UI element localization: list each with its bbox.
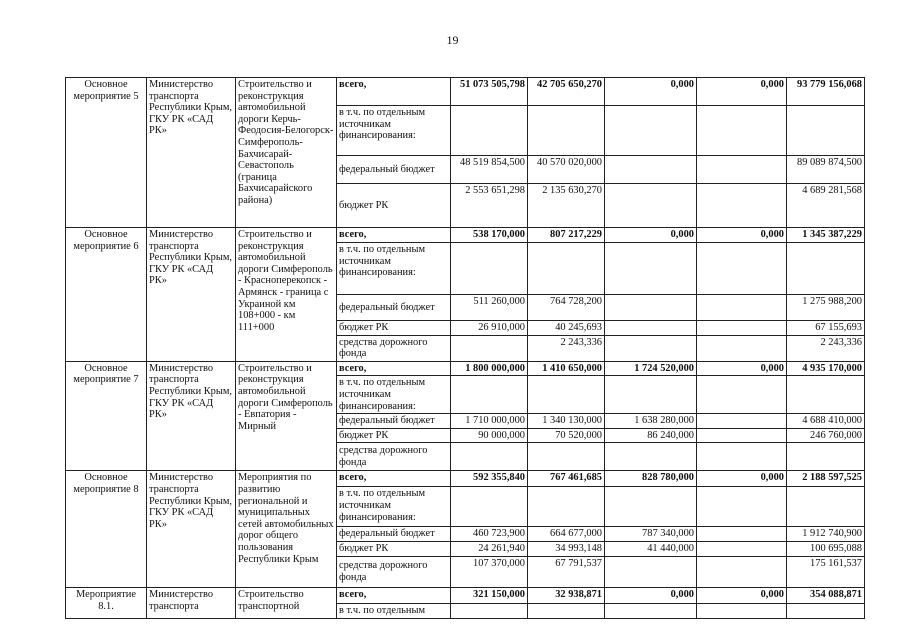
funding-source: бюджет РК — [337, 428, 451, 443]
year-value: 1 638 280,000 — [605, 414, 697, 429]
year-value — [605, 184, 697, 228]
year-value — [605, 243, 697, 295]
year-value — [451, 335, 528, 361]
year-value: 26 910,000 — [451, 321, 528, 336]
year-value — [697, 295, 787, 321]
funding-source: всего, — [337, 228, 451, 243]
year-value — [528, 243, 605, 295]
total-value: 4 689 281,568 — [787, 184, 865, 228]
year-value: 767 461,685 — [528, 471, 605, 487]
funding-table — [65, 77, 865, 619]
funding-source: средства дорожного фонда — [337, 443, 451, 471]
year-value: 1 710 000,000 — [451, 414, 528, 429]
executor: Министерство транспорта Республики Крым, ГКУ РК «САД РК» — [147, 471, 236, 588]
year-value — [605, 443, 697, 471]
measure-name-8-1: Мероприятие 8.1. — [66, 587, 147, 618]
year-value: 764 728,200 — [528, 295, 605, 321]
measure-description: Строительство и реконструкция автомобильной дороги Симферополь - Евпатория - Мирный — [236, 361, 337, 471]
year-value — [605, 603, 697, 618]
year-value — [528, 603, 605, 618]
year-value — [697, 106, 787, 156]
year-value: 0,000 — [697, 471, 787, 487]
total-value — [787, 443, 865, 471]
year-value — [451, 603, 528, 618]
year-value — [605, 295, 697, 321]
year-value: 24 261,940 — [451, 541, 528, 556]
year-value — [528, 487, 605, 527]
year-value: 828 780,000 — [605, 471, 697, 487]
funding-source: в т.ч. по отдельным источникам финансирования: — [337, 106, 451, 156]
funding-source: всего, — [337, 361, 451, 376]
total-value: 1 275 988,200 — [787, 295, 865, 321]
page-number: 19 — [446, 33, 459, 47]
funding-source: всего, — [337, 78, 451, 106]
funding-source: федеральный бюджет — [337, 295, 451, 321]
year-value: 321 150,000 — [451, 587, 528, 603]
measure-description: Строительство транспортной — [236, 587, 337, 618]
measure-name-7: Основное мероприятие 7 — [66, 361, 147, 471]
year-value: 2 243,336 — [528, 335, 605, 361]
year-value — [697, 428, 787, 443]
funding-source: бюджет РК — [337, 184, 451, 228]
year-value: 86 240,000 — [605, 428, 697, 443]
executor: Министерство транспорта Республики Крым, ГКУ РК «САД РК» — [147, 361, 236, 471]
funding-source: бюджет РК — [337, 321, 451, 336]
funding-source: бюджет РК — [337, 541, 451, 556]
total-value: 100 695,088 — [787, 541, 865, 556]
year-value — [697, 376, 787, 414]
total-value: 2 243,336 — [787, 335, 865, 361]
year-value — [451, 376, 528, 414]
year-value: 107 370,000 — [451, 556, 528, 587]
year-value: 0,000 — [605, 78, 697, 106]
year-value — [697, 321, 787, 336]
total-value: 4 935 170,000 — [787, 361, 865, 376]
measure-description: Мероприятия по развитию региональной и муниципальных сетей автомобильных дорог общего пользования Республики Крым — [236, 471, 337, 588]
total-value: 175 161,537 — [787, 556, 865, 587]
funding-source: федеральный бюджет — [337, 414, 451, 429]
total-value: 246 760,000 — [787, 428, 865, 443]
year-value — [605, 156, 697, 184]
total-value — [787, 487, 865, 527]
year-value — [528, 443, 605, 471]
executor: Министерство транспорта Республики Крым, ГКУ РК «САД РК» — [147, 228, 236, 362]
table-row — [66, 587, 865, 603]
table-row — [66, 78, 865, 106]
year-value: 1 724 520,000 — [605, 361, 697, 376]
year-value: 70 520,000 — [528, 428, 605, 443]
year-value — [697, 414, 787, 429]
year-value — [451, 487, 528, 527]
year-value — [605, 487, 697, 527]
year-value: 787 340,000 — [605, 527, 697, 542]
funding-source: средства дорожного фонда — [337, 335, 451, 361]
year-value: 0,000 — [697, 228, 787, 243]
funding-source: в т.ч. по отдельным — [337, 603, 451, 618]
total-value — [787, 106, 865, 156]
year-value: 67 791,537 — [528, 556, 605, 587]
year-value — [697, 527, 787, 542]
year-value: 41 440,000 — [605, 541, 697, 556]
year-value — [605, 321, 697, 336]
year-value — [697, 603, 787, 618]
year-value — [605, 335, 697, 361]
year-value: 1 340 130,000 — [528, 414, 605, 429]
year-value: 40 245,693 — [528, 321, 605, 336]
year-value — [528, 106, 605, 156]
measure-name-6: Основное мероприятие 6 — [66, 228, 147, 362]
total-value — [787, 243, 865, 295]
year-value: 34 993,148 — [528, 541, 605, 556]
total-value: 1 912 740,900 — [787, 527, 865, 542]
year-value: 0,000 — [605, 228, 697, 243]
total-value: 1 345 387,229 — [787, 228, 865, 243]
year-value — [697, 443, 787, 471]
year-value: 90 000,000 — [451, 428, 528, 443]
year-value — [605, 556, 697, 587]
year-value: 511 260,000 — [451, 295, 528, 321]
year-value — [528, 376, 605, 414]
measure-description: Строительство и реконструкция автомобильной дороги Симферополь - Красноперекопск - Армянск - граница с Украиной км 108+000 - км 111+000 — [236, 228, 337, 362]
funding-source: федеральный бюджет — [337, 527, 451, 542]
measure-name-5: Основное мероприятие 5 — [66, 78, 147, 228]
year-value: 460 723,900 — [451, 527, 528, 542]
year-value: 0,000 — [697, 587, 787, 603]
funding-source: всего, — [337, 471, 451, 487]
year-value — [697, 556, 787, 587]
executor: Министерство транспорта Республики Крым, ГКУ РК «САД РК» — [147, 78, 236, 228]
table-row — [66, 471, 865, 487]
year-value — [451, 243, 528, 295]
total-value: 4 688 410,000 — [787, 414, 865, 429]
total-value: 2 188 597,525 — [787, 471, 865, 487]
funding-source: в т.ч. по отдельным источникам финансирования: — [337, 376, 451, 414]
year-value — [451, 106, 528, 156]
year-value: 32 938,871 — [528, 587, 605, 603]
year-value: 538 170,000 — [451, 228, 528, 243]
year-value: 0,000 — [605, 587, 697, 603]
total-value — [787, 376, 865, 414]
total-value — [787, 603, 865, 618]
year-value — [697, 243, 787, 295]
total-value: 354 088,871 — [787, 587, 865, 603]
year-value: 2 553 651,298 — [451, 184, 528, 228]
table-row — [66, 228, 865, 243]
year-value: 40 570 020,000 — [528, 156, 605, 184]
measure-description: Строительство и реконструкция автомобильной дороги Керчь-Феодосия-Белогорск-Симферополь-Бахчисарай-Севастополь (граница Бахчисарайского района) — [236, 78, 337, 228]
year-value — [697, 184, 787, 228]
year-value — [605, 106, 697, 156]
year-value: 42 705 650,270 — [528, 78, 605, 106]
year-value — [605, 376, 697, 414]
year-value — [451, 443, 528, 471]
year-value: 1 410 650,000 — [528, 361, 605, 376]
total-value: 93 779 156,068 — [787, 78, 865, 106]
year-value — [697, 541, 787, 556]
year-value: 807 217,229 — [528, 228, 605, 243]
measure-name-8: Основное мероприятие 8 — [66, 471, 147, 588]
year-value: 48 519 854,500 — [451, 156, 528, 184]
table-row — [66, 361, 865, 376]
funding-source: в т.ч. по отдельным источникам финансирования: — [337, 487, 451, 527]
funding-source: средства дорожного фонда — [337, 556, 451, 587]
executor: Министерство транспорта — [147, 587, 236, 618]
year-value — [697, 156, 787, 184]
funding-source: всего, — [337, 587, 451, 603]
total-value: 67 155,693 — [787, 321, 865, 336]
year-value: 664 677,000 — [528, 527, 605, 542]
funding-source: в т.ч. по отдельным источникам финансирования: — [337, 243, 451, 295]
year-value: 1 800 000,000 — [451, 361, 528, 376]
year-value — [697, 487, 787, 527]
year-value: 2 135 630,270 — [528, 184, 605, 228]
year-value — [697, 335, 787, 361]
year-value: 0,000 — [697, 78, 787, 106]
year-value: 592 355,840 — [451, 471, 528, 487]
total-value: 89 089 874,500 — [787, 156, 865, 184]
year-value: 51 073 505,798 — [451, 78, 528, 106]
funding-source: федеральный бюджет — [337, 156, 451, 184]
year-value: 0,000 — [697, 361, 787, 376]
